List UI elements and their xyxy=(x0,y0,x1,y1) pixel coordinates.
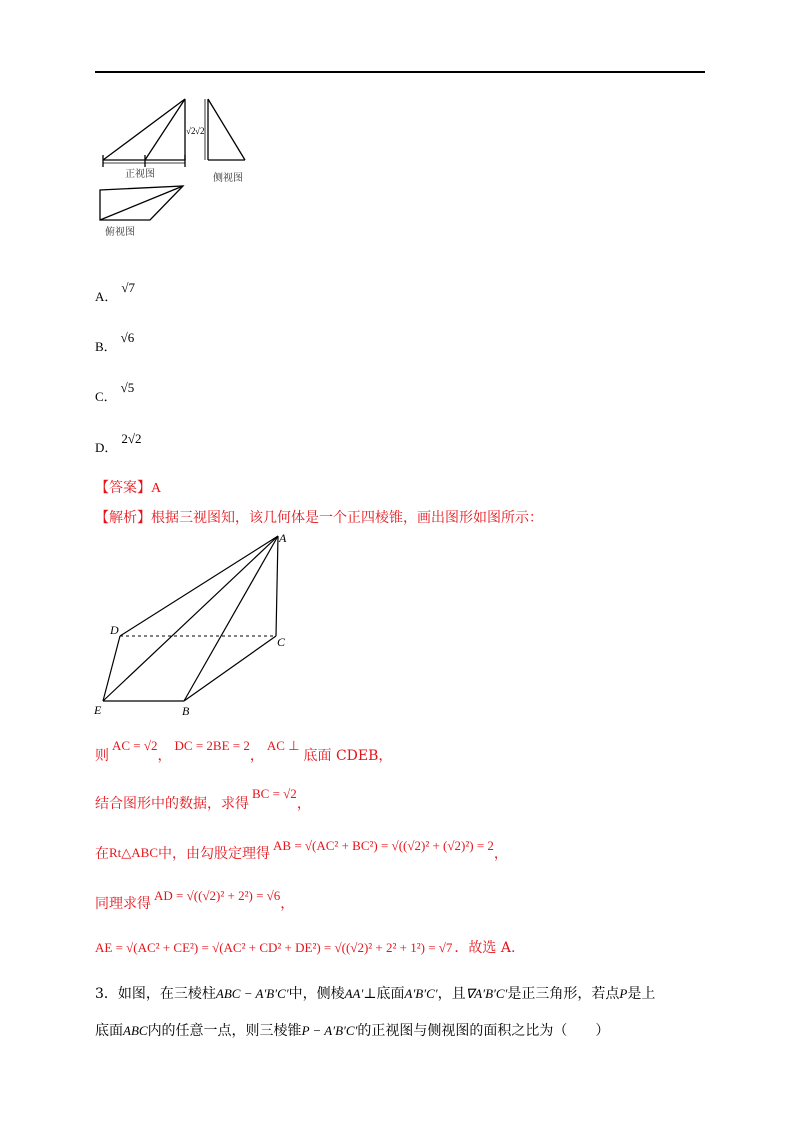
option-a[interactable] xyxy=(95,277,136,304)
question-text-1c: ⊥底面 xyxy=(363,986,405,1002)
analysis-text: 根据三视图知，该几何体是一个正四棱锥，画出图形如图所示： xyxy=(151,510,543,526)
step-1: 则AC = √2，DC = 2BE = 2，AC ⊥底面 CDEB， xyxy=(95,738,393,764)
edge-b-c xyxy=(184,636,276,701)
option-c[interactable] xyxy=(95,377,135,404)
edge-d-a xyxy=(120,536,278,636)
answer-value: A xyxy=(151,481,162,496)
step-3-math: AB = √(AC² + BC²) = √((√2)² + (√2)²) = 2 xyxy=(273,838,494,853)
label-e: E xyxy=(94,703,102,717)
question-text-2c: 的正视图与侧视图的面积之比为（ ） xyxy=(357,1023,610,1039)
question-text-1f: 是上 xyxy=(627,986,656,1002)
question-3-line-2 xyxy=(95,1020,609,1040)
question-3-line-1 xyxy=(95,983,655,1003)
step-3-triangle: Rt△ABC xyxy=(109,845,159,860)
step-5-math: AE = √(AC² + CE²) = √(AC² + CD² + DE²) = √((√2)² + 2² + 1²) = √7 xyxy=(95,940,453,955)
step-4-prefix: 同理求得 xyxy=(95,896,151,912)
option-d-value: 2√2 xyxy=(121,431,142,446)
step-3-mid: 中，由勾股定理得 xyxy=(158,846,271,862)
question-text-1e: 是正三角形，若点 xyxy=(507,986,620,1002)
option-d[interactable] xyxy=(95,428,142,455)
option-b[interactable] xyxy=(95,327,135,354)
pyramid-figure xyxy=(90,528,300,718)
front-dim-label: √2 xyxy=(186,126,196,136)
analysis-tag: 【解析】 xyxy=(95,510,151,526)
step-1-math-3: AC ⊥ xyxy=(266,738,300,753)
question-math-edge: AA′ xyxy=(344,986,364,1001)
top-view xyxy=(100,186,183,220)
step-4: 同理求得AD = √((√2)² + 2²) = √6， xyxy=(95,888,295,912)
step-4-math: AD = √((√2)² + 2²) = √6 xyxy=(154,888,281,903)
side-view xyxy=(205,99,245,160)
front-view-label: 正视图 xyxy=(125,169,155,180)
label-b: B xyxy=(182,704,190,718)
edge-b-a xyxy=(184,536,278,701)
option-b-letter: B． xyxy=(95,339,117,354)
question-text-2b: 内的任意一点，则三棱锥 xyxy=(147,1023,302,1039)
step-2: 结合图形中的数据，求得BC = √2， xyxy=(95,786,311,812)
question-number: 3． xyxy=(95,986,118,1002)
label-a: A xyxy=(279,531,287,545)
three-view-figure xyxy=(95,95,260,245)
question-math-triangle: ∇A′B′C′ xyxy=(465,986,508,1001)
edge-d-e xyxy=(103,636,120,701)
step-5 xyxy=(95,937,515,957)
question-text-2a: 底面 xyxy=(95,1023,123,1039)
question-math-pyramid: P − A′B′C′ xyxy=(301,1023,358,1038)
top-view-label: 俯视图 xyxy=(105,227,135,238)
step-2-prefix: 结合图形中的数据，求得 xyxy=(95,796,249,812)
side-view-label: 侧视图 xyxy=(213,173,243,184)
step-5-suffix: ．故选 A. xyxy=(454,940,516,956)
step-1-math-1: AC = √2 xyxy=(112,738,158,753)
step-1-math-2: DC = 2BE = 2 xyxy=(174,738,250,753)
option-a-value: √7 xyxy=(121,280,136,295)
answer-line xyxy=(95,477,161,497)
question-text-1d: ，且 xyxy=(437,986,466,1002)
question-math-base: A′B′C′ xyxy=(404,986,438,1001)
question-text-1a: 如图，在三棱柱 xyxy=(117,986,216,1002)
header-rule xyxy=(95,71,705,73)
side-dim-label: √2 xyxy=(195,126,205,136)
step-1-prefix: 则 xyxy=(95,748,109,764)
edge-c-a xyxy=(276,536,278,636)
step-3-prefix: 在 xyxy=(95,846,109,862)
question-math-top-base: ABC xyxy=(123,1023,148,1038)
option-c-letter: C． xyxy=(95,389,117,404)
label-d: D xyxy=(110,623,119,637)
analysis-line xyxy=(95,507,543,527)
step-3: 在Rt△ABC中，由勾股定理得AB = √(AC² + BC²) = √((√2)² + (√2)²) = 2， xyxy=(95,838,508,862)
edge-e-a xyxy=(103,536,278,701)
question-math-point: P xyxy=(619,986,628,1001)
option-a-letter: A． xyxy=(95,289,118,304)
question-text-1b: 中，侧棱 xyxy=(288,986,345,1002)
option-d-letter: D． xyxy=(95,440,118,455)
step-2-math: BC = √2 xyxy=(252,786,297,801)
front-view xyxy=(103,99,185,167)
answer-tag: 【答案】 xyxy=(95,480,151,496)
step-1-suffix: 底面 CDEB， xyxy=(303,748,393,764)
label-c: C xyxy=(277,635,286,649)
option-b-value: √6 xyxy=(120,330,135,345)
option-c-value: √5 xyxy=(120,380,135,395)
question-math-prism: ABC − A′B′C′ xyxy=(215,986,289,1001)
